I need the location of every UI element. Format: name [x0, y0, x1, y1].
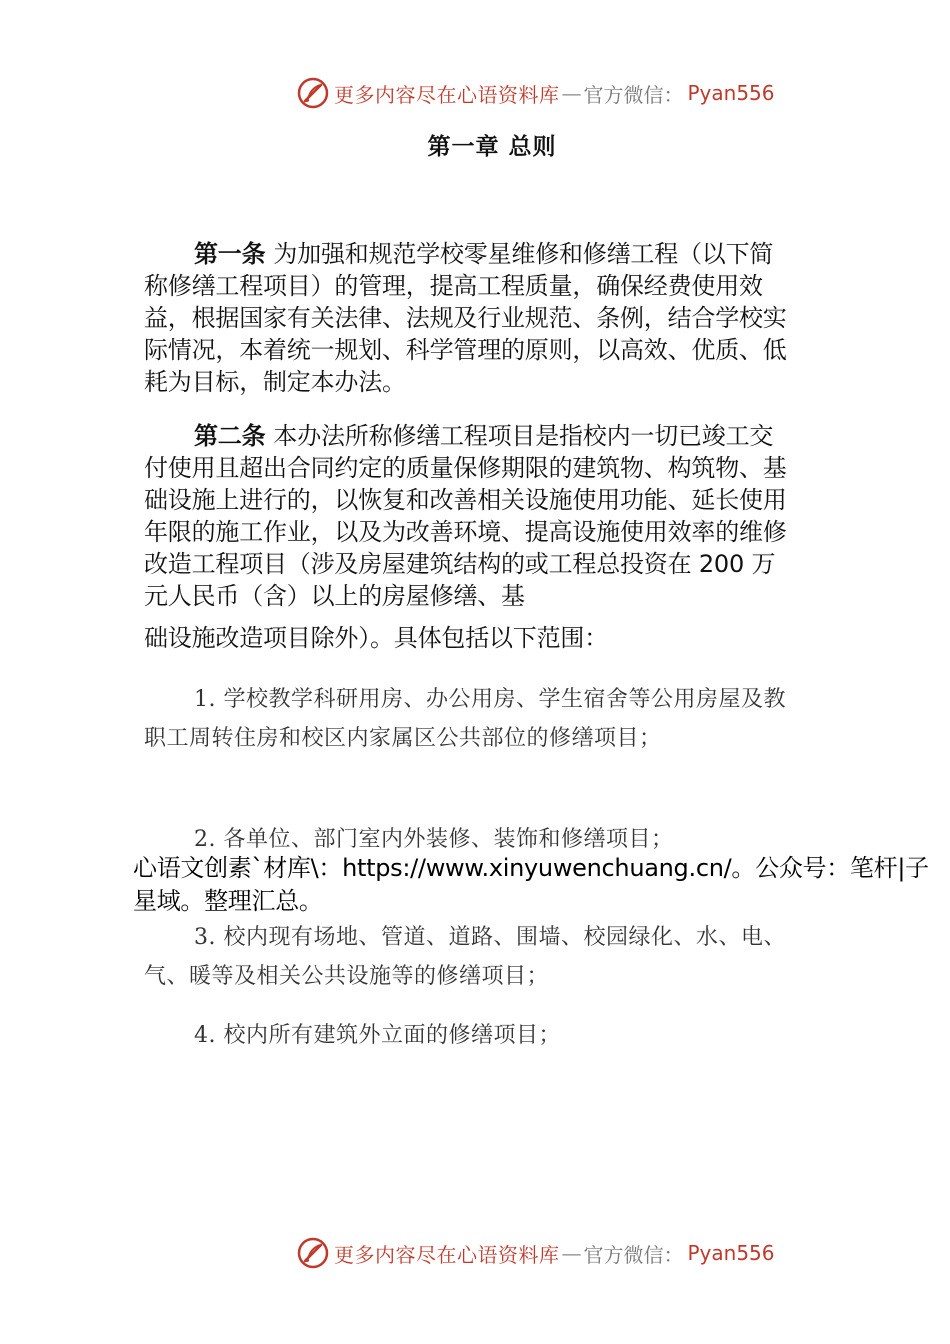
list-item-2: 2. 各单位、部门室内外装修、装饰和修缮项目；: [194, 827, 674, 852]
watermark-text: 更多内容尽在心语资料库: [334, 82, 560, 107]
chapter-title: 第一章 总则: [427, 134, 557, 160]
list-item-1: 1. 学校教学科研用房、办公用房、学生宿舍等公用房屋及教职工周转住房和校区内家属区公共部位的修缮项目；: [144, 687, 786, 751]
quill-seal-icon: [296, 76, 330, 110]
quill-seal-icon: [296, 1236, 330, 1270]
watermark-id: Pyan556: [687, 81, 775, 105]
article-1-heading: 第一条: [194, 240, 266, 268]
article-1-body: 为加强和规范学校零星维修和修缮工程（以下简称修缮工程项目）的管理，提高工程质量，确保经费使用效益，根据国家有关法律、法规及行业规范、条例，结合学校实际情况，本着统一规划、科学管理的原则，以高效、优质、低耗为目标，制定本办法。: [144, 240, 787, 396]
list-item-3: 3. 校内现有场地、管道、道路、围墙、校园绿化、水、电、气、暖等及相关公共设施等的修缮项目；: [144, 925, 786, 989]
watermark-text: 更多内容尽在心语资料库: [334, 1242, 560, 1267]
article-2-last-line: 础设施改造项目除外）。具体包括以下范围：: [144, 624, 608, 652]
watermark-separator: —: [561, 1241, 582, 1265]
article-2-heading: 第二条: [194, 422, 266, 450]
watermark-label: 官方微信：: [583, 1242, 684, 1267]
article-2-body: 本办法所称修缮工程项目是指校内一切已竣工交付使用且超出合同约定的质量保修期限的建筑物、构筑物、基础设施上进行的，以恢复和改善相关设施使用功能、延长使用年限的施工作业，以及为改善环境、提高设施使用效率的维修改造工程项目（涉及房屋建筑结构的或工程总投资在 200 万元人民币（含）以上的房屋修缮、基: [144, 422, 787, 610]
article-1: [144, 238, 794, 398]
overlay-source-note: 心语文创素`材库\：https://www.xinyuwenchuang.cn/。公众号：笔杆|子星域。整理汇总。: [133, 854, 929, 915]
article-2: [144, 420, 794, 654]
watermark-separator: —: [561, 81, 582, 105]
watermark-id: Pyan556: [687, 1241, 775, 1265]
header-watermark: [296, 76, 775, 110]
footer-watermark: [296, 1236, 775, 1270]
watermark-label: 官方微信：: [583, 82, 684, 107]
list-item-4: 4. 校内所有建筑外立面的修缮项目；: [194, 1023, 561, 1048]
